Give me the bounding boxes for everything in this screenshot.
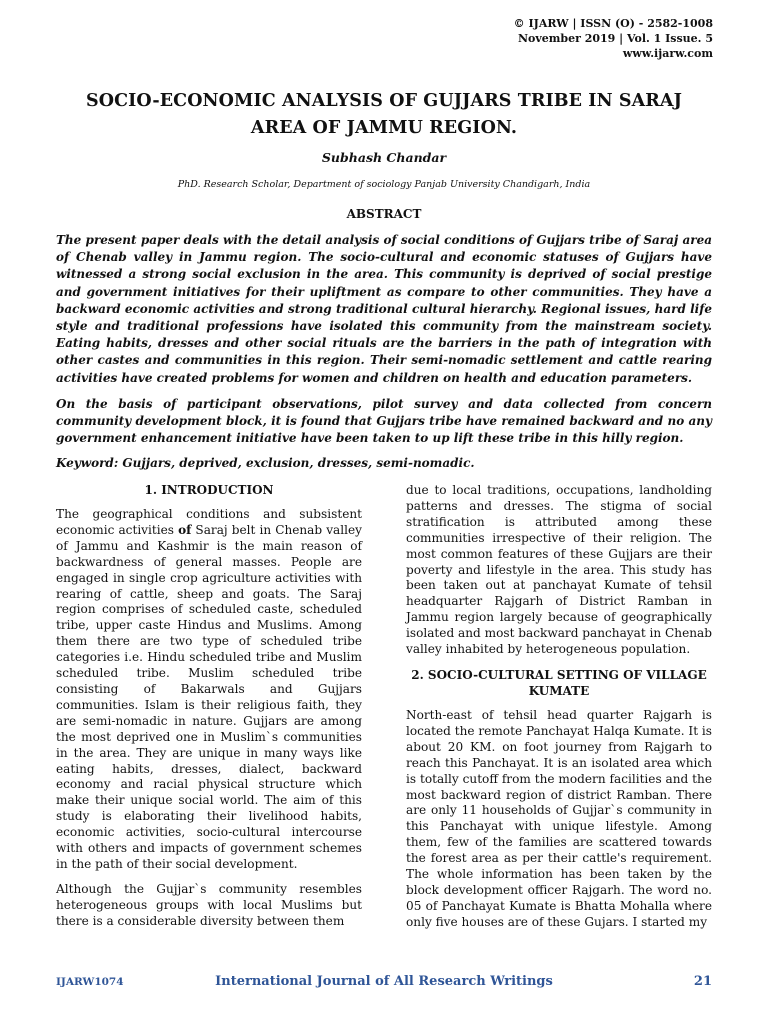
right-column [406,483,712,940]
abstract-body [56,232,712,456]
body-paragraph [56,507,362,873]
journal-issn: © IJARW | ISSN (O) - 2582-1008 [513,17,713,30]
section-heading-introduction: 1. INTRODUCTION [144,483,274,497]
left-column [56,482,362,939]
abstract-paragraph: The present paper deals with the detail analysis of social conditions of Gujjars tribe of Saraj area of Chenab valley in Jammu region. The socio-cultural and economic statuses of Gujjars have witnessed a strong social exclusion in the area. This community is deprived of social prestige and government initiatives for their upliftment as compare to other communities. They have a backward economic activities and strong traditional cultural hierarchy. Regional issues, hard life style and traditional professions have isolated this community from the mainstream society. Eating habits, dresses and other social rituals are the barriers in the path of integration with other castes and communities in this region. Their semi-nomadic settlement and cattle rearing activities have created problems for women and children on health and education parameters. [56,233,712,385]
paragraph-text: The geographical conditions and subsistent economic activities [56,507,362,537]
section-heading-socio-cultural: 2. SOCIO-CULTURAL SETTING OF VILLAGE KUMATE [411,667,707,698]
abstract-paragraph: On the basis of participant observations, pilot survey and data collected from concern community development block, it is found that Gujjars tribe have remained backward and no any government enhancement initiative have been taken to up lift these tribe in this hilly region. [56,396,712,446]
paragraph-text: Saraj belt in Chenab valley of Jammu and Kashmir is the main reason of backwardness of general masses. People are engaged in single crop agriculture activities with rearing of cattle, sheep and goats. The Saraj region comprises of scheduled caste, scheduled tribe, upper caste Hindus and Muslims. Among them there are two type of scheduled tribe categories i.e. Hindu scheduled tribe and Muslim scheduled tribe. Muslim scheduled tribe consisting of Bakarwals and Gujjars communities. Islam is their religious faith, they are semi-nomadic in nature. Gujjars are among the most deprived one in Muslim`s communities in the area. They are unique in many ways like eating habits, dresses, dialect, backward economy and racial physical structure which make their unique social world. The aim of this study is elaborating their livelihood habits, economic activities, socio-cultural intercourse with others and impacts of government schemes in the path of their social development. [56,522,362,871]
author-affiliation: PhD. Research Scholar, Department of sociology Panjab University Chandigarh, India [177,179,591,190]
paper-code: IJARW1074 [56,976,124,988]
page-footer [56,974,712,992]
body-paragraph: due to local traditions, occupations, landholding patterns and dresses. The stigma of social stratification is attributed among these communities irrespective of their religion. The most common features of these Gujjars are their poverty and lifestyle in the area. This study has been taken out at panchayat Kumate of tehsil headquarter Rajgarh of District Ramban in Jammu region largely because of geographically isolated and most backward panchayat in Chenab valley inhabited by heterogeneous population. [406,483,712,657]
journal-issue: November 2019 | Vol. 1 Issue. 5 [517,32,713,45]
journal-name: International Journal of All Research Writings [215,974,553,989]
journal-meta [514,16,713,61]
page-number: 21 [693,974,712,989]
body-paragraph: Although the Gujjar`s community resembles heterogeneous groups with local Muslims but there is a considerable diversity between them [56,881,362,928]
body-paragraph: North-east of tehsil head quarter Rajgarh is located the remote Panchayat Halqa Kumate. It is about 20 KM. on foot journey from Rajgarh to reach this Panchayat. It is an isolated area which is totally cutoff from the modern facilities and the most backward region of district Ramban. There are only 11 households of Gujjar`s community in this Panchayat with unique lifestyle. Among them, few of the families are scattered towards the forest area as per their cattle's requirement. The whole information has been taken by the block development officer Rajgarh. The word no. 05 of Panchayat Kumate is Bhatta Mohalla where only five houses are of these Gujars. I started my [406,707,712,929]
author-name: Subhash Chandar [321,150,447,165]
abstract-heading: ABSTRACT [346,207,422,221]
journal-website: www.ijarw.com [622,47,713,60]
paragraph-text-bold: of [178,522,192,537]
keywords-line: Keyword: Gujjars, deprived, exclusion, dresses, semi-nomadic. [56,456,475,470]
paper-title: SOCIO-ECONOMIC ANALYSIS OF GUJJARS TRIBE IN SARAJ AREA OF JAMMU REGION. [85,91,682,138]
